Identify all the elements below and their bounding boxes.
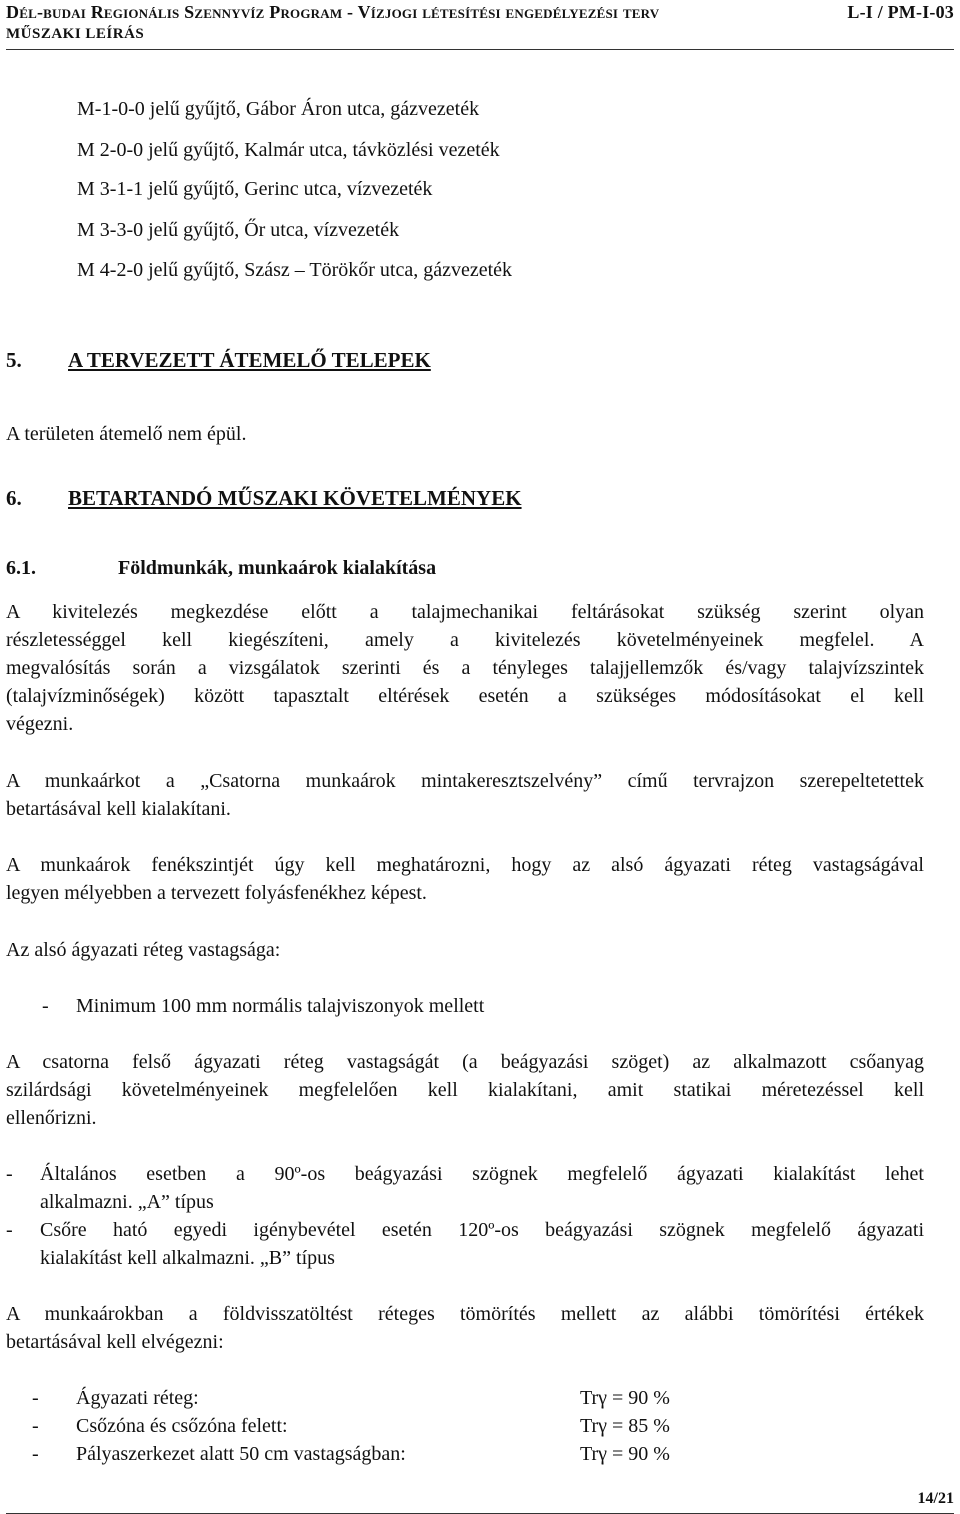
list-item <box>6 1216 924 1272</box>
list-dash: - <box>6 1163 13 1185</box>
program-title: Dél-budai Regionális Szennyvíz Program - Vízjogi létesítési engedélyezési terv <box>6 2 660 22</box>
section-6-1-heading <box>6 557 436 580</box>
compaction-value: Trγ = 90 % <box>580 1387 670 1409</box>
list-dash: - <box>32 1387 39 1409</box>
paragraph <box>6 598 924 738</box>
page-header <box>6 0 954 50</box>
collector-line: M 2-0-0 jelű gyűjtő, Kalmár utca, távközlési vezeték <box>77 139 500 161</box>
list-item <box>6 1160 924 1216</box>
list-item-line: Csőre ható egyedi igénybevétel esetén 120º-os beágyazási szögnek megfelelő ágyazati <box>40 1219 924 1241</box>
paragraph <box>6 767 924 823</box>
paragraph <box>6 851 924 907</box>
list-dash: - <box>42 995 49 1017</box>
collector-line: M 4-2-0 jelű gyűjtő, Szász – Törökőr utca, gázvezeték <box>77 259 513 281</box>
collector-line: M 3-1-1 jelű gyűjtő, Gerinc utca, vízvezeték <box>77 178 433 200</box>
compaction-label: Pályaszerkezet alatt 50 cm vastagságban: <box>76 1443 406 1465</box>
header-subtitle: MŰSZAKI LEÍRÁS <box>6 26 145 42</box>
list-item <box>42 992 922 1020</box>
section-6-heading <box>6 486 522 511</box>
list-dash: - <box>6 1219 13 1241</box>
list-dash: - <box>32 1443 39 1465</box>
paragraph-line: betartásával kell kialakítani. <box>6 798 231 820</box>
paragraph-line: A munkaárkot a „Csatorna munkaárok mintakeresztszelvény” című tervrajzon szerepeltetettek <box>6 770 924 792</box>
section-title: BETARTANDÓ MŰSZAKI KÖVETELMÉNYEK <box>68 486 522 510</box>
section-5-heading <box>6 348 431 373</box>
list-dash: - <box>32 1415 39 1437</box>
paragraph-line: (talajvízminőségek) között tapasztalt eltérések esetén a szükséges módosításokat el kell <box>6 685 924 707</box>
section-number: 5. <box>6 348 22 372</box>
list-item-line: Általános esetben a 90º-os beágyazási szögnek megfelelő ágyazati kialakítást lehet <box>40 1163 924 1185</box>
collector-line: M 3-3-0 jelű gyűjtő, Őr utca, vízvezeték <box>77 219 400 241</box>
paragraph-line: A csatorna felső ágyazati réteg vastagságát (a beágyazási szöget) az alkalmazott csőanyag <box>6 1051 924 1073</box>
page-number: 14/21 <box>917 1490 954 1507</box>
paragraph-line: A kivitelezés megkezdése előtt a talajmechanikai feltárásokat szükség szerint olyan <box>6 601 924 623</box>
section-title: A TERVEZETT ÁTEMELŐ TELEPEK <box>68 348 431 372</box>
section-5-text: A területen átemelő nem épül. <box>6 423 247 445</box>
paragraph-line: ellenőrizni. <box>6 1107 97 1129</box>
paragraph-line: legyen mélyebben a tervezett folyásfenékhez képest. <box>6 882 427 904</box>
list-item-line: kialakítást kell alkalmazni. „B” típus <box>40 1247 335 1269</box>
list-item-text: Minimum 100 mm normális talajviszonyok mellett <box>76 995 485 1017</box>
paragraph-line: részletességgel kell kiegészíteni, amely a kivitelezés követelményeinek megfelel. A <box>6 629 924 651</box>
compaction-label: Csőzóna és csőzóna felett: <box>76 1415 288 1437</box>
section-number: 6. <box>6 486 22 510</box>
list-item-line: alkalmazni. „A” típus <box>40 1191 214 1213</box>
section-number: 6.1. <box>6 557 36 579</box>
paragraph: Az alsó ágyazati réteg vastagsága: <box>6 939 281 961</box>
paragraph-line: végezni. <box>6 713 74 735</box>
list-item-text <box>40 1160 924 1216</box>
document-code: L-I / PM-I-03 <box>847 2 954 22</box>
collector-line: M-1-0-0 jelű gyűjtő, Gábor Áron utca, gázvezeték <box>77 98 480 120</box>
compaction-label: Ágyazati réteg: <box>76 1387 199 1409</box>
paragraph-line: A munkaárokban a földvisszatöltést réteges tömörítés mellett az alábbi tömörítési értékek <box>6 1303 924 1325</box>
paragraph <box>6 1048 924 1132</box>
paragraph <box>6 1300 924 1356</box>
compaction-value: Trγ = 85 % <box>580 1415 670 1437</box>
section-title: Földmunkák, munkaárok kialakítása <box>118 557 437 579</box>
paragraph-line: szilárdsági követelményeinek megfelelően kell kialakítani, amit statikai méretezéssel kell <box>6 1079 924 1101</box>
paragraph-line: megvalósítás során a vizsgálatok szerinti és a tényleges talajjellemzők és/vagy talajvízszintek <box>6 657 924 679</box>
list-item-text <box>40 1216 924 1272</box>
paragraph-line: betartásával kell elvégezni: <box>6 1331 224 1353</box>
paragraph-line: A munkaárok fenékszintjét úgy kell meghatározni, hogy az alsó ágyazati réteg vastagságával <box>6 854 924 876</box>
compaction-value: Trγ = 90 % <box>580 1443 670 1465</box>
